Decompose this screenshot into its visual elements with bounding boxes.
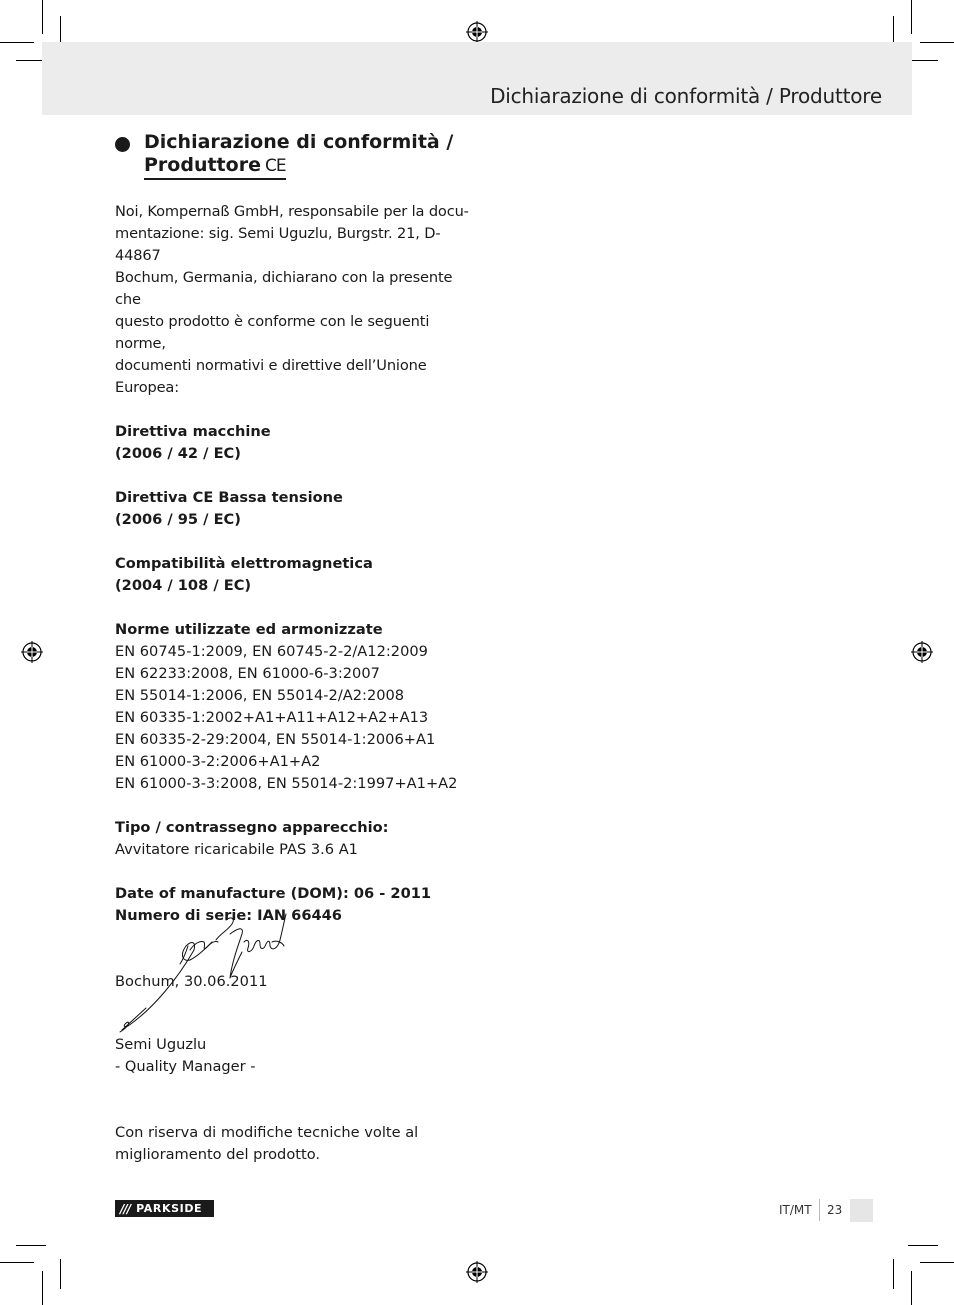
footer-divider bbox=[819, 1199, 820, 1221]
directive-code: (2006 / 95 / EC) bbox=[115, 511, 241, 528]
registration-mark-icon bbox=[466, 21, 488, 43]
footer-tab-box bbox=[850, 1199, 873, 1222]
intro-paragraph bbox=[115, 201, 475, 399]
standard-item: EN 55014-1:2006, EN 55014-2/A2:2008 bbox=[115, 687, 405, 704]
standard-item: EN 60335-2-29:2004, EN 55014-1:2006+A1 bbox=[115, 731, 436, 748]
signature-icon bbox=[114, 912, 294, 1037]
crop-mark bbox=[60, 1259, 61, 1289]
registration-mark-icon bbox=[466, 1261, 488, 1283]
device-value: Avvitatore ricaricabile PAS 3.6 A1 bbox=[115, 841, 358, 858]
directive-name: Direttiva CE Bassa tensione bbox=[115, 489, 343, 506]
crop-mark bbox=[908, 1245, 938, 1246]
section-title bbox=[144, 131, 474, 180]
page-number: 23 bbox=[827, 1203, 843, 1217]
directive-code: (2006 / 42 / EC) bbox=[115, 445, 241, 462]
parkside-logo bbox=[115, 1200, 214, 1217]
intro-line: mentazione: sig. Semi Uguzlu, Burgstr. 21, D-44867 bbox=[115, 225, 441, 264]
standard-item: EN 61000-3-3:2008, EN 55014-2:1997+A1+A2 bbox=[115, 775, 458, 792]
crop-mark bbox=[893, 1259, 894, 1289]
crop-mark bbox=[0, 42, 34, 43]
section-title-line1: Dichiarazione di conformità / bbox=[144, 131, 454, 153]
crop-mark bbox=[920, 42, 954, 43]
crop-mark bbox=[16, 1245, 46, 1246]
directive-name: Compatibilità elettromagnetica bbox=[115, 555, 373, 572]
manufacture-date: Date of manufacture (DOM): 06 - 2011 bbox=[115, 885, 432, 902]
standard-item: EN 61000-3-2:2006+A1+A2 bbox=[115, 753, 321, 770]
declaration-body bbox=[115, 201, 475, 993]
signer-name: Semi Uguzlu bbox=[115, 1036, 207, 1053]
serial-number: Numero di serie: IAN 66446 bbox=[115, 907, 342, 924]
crop-mark bbox=[911, 0, 912, 34]
registration-mark-icon bbox=[21, 641, 43, 663]
section-bullet-icon bbox=[115, 137, 130, 152]
footer-locale: IT/MT bbox=[779, 1203, 812, 1217]
standards-heading: Norme utilizzate ed armonizzate bbox=[115, 621, 383, 638]
standard-item: EN 62233:2008, EN 61000-6-3:2007 bbox=[115, 665, 380, 682]
registration-mark-icon bbox=[911, 641, 933, 663]
footnote-line: miglioramento del prodotto. bbox=[115, 1146, 321, 1163]
crop-mark bbox=[0, 1262, 34, 1263]
directive-name: Direttiva macchine bbox=[115, 423, 271, 440]
logo-slashes: /// bbox=[120, 1201, 131, 1216]
directive-code: (2004 / 108 / EC) bbox=[115, 577, 252, 594]
crop-mark bbox=[908, 60, 938, 61]
intro-line: questo prodotto è conforme con le seguenti norme, bbox=[115, 313, 430, 352]
crop-mark bbox=[42, 1271, 43, 1305]
logo-text: PARKSIDE bbox=[136, 1202, 203, 1215]
intro-line: Bochum, Germania, dichiarano con la presente che bbox=[115, 269, 453, 308]
section-title-line2: Produttore bbox=[144, 154, 261, 176]
standard-item: EN 60335-1:2002+A1+A11+A12+A2+A13 bbox=[115, 709, 429, 726]
standard-item: EN 60745-1:2009, EN 60745-2-2/A12:2009 bbox=[115, 643, 428, 660]
intro-line: documenti normativi e direttive dell’Unione Europea: bbox=[115, 357, 427, 396]
section-title-line2-wrapper bbox=[144, 154, 286, 180]
crop-mark bbox=[911, 1271, 912, 1305]
crop-mark bbox=[42, 0, 43, 34]
signer-block bbox=[115, 1034, 256, 1078]
footnote-line: Con riserva di modifiche tecniche volte al bbox=[115, 1124, 419, 1141]
intro-line: Noi, Kompernaß GmbH, responsabile per la docu- bbox=[115, 203, 469, 220]
page-header-title: Dichiarazione di conformità / Produttore bbox=[490, 84, 882, 108]
ce-mark-icon: CE bbox=[264, 156, 286, 176]
footnote bbox=[115, 1122, 435, 1166]
crop-mark bbox=[920, 1262, 954, 1263]
place-date: Bochum, 30.06.2011 bbox=[115, 973, 268, 990]
device-heading: Tipo / contrassegno apparecchio: bbox=[115, 819, 389, 836]
signer-role: - Quality Manager - bbox=[115, 1058, 256, 1075]
